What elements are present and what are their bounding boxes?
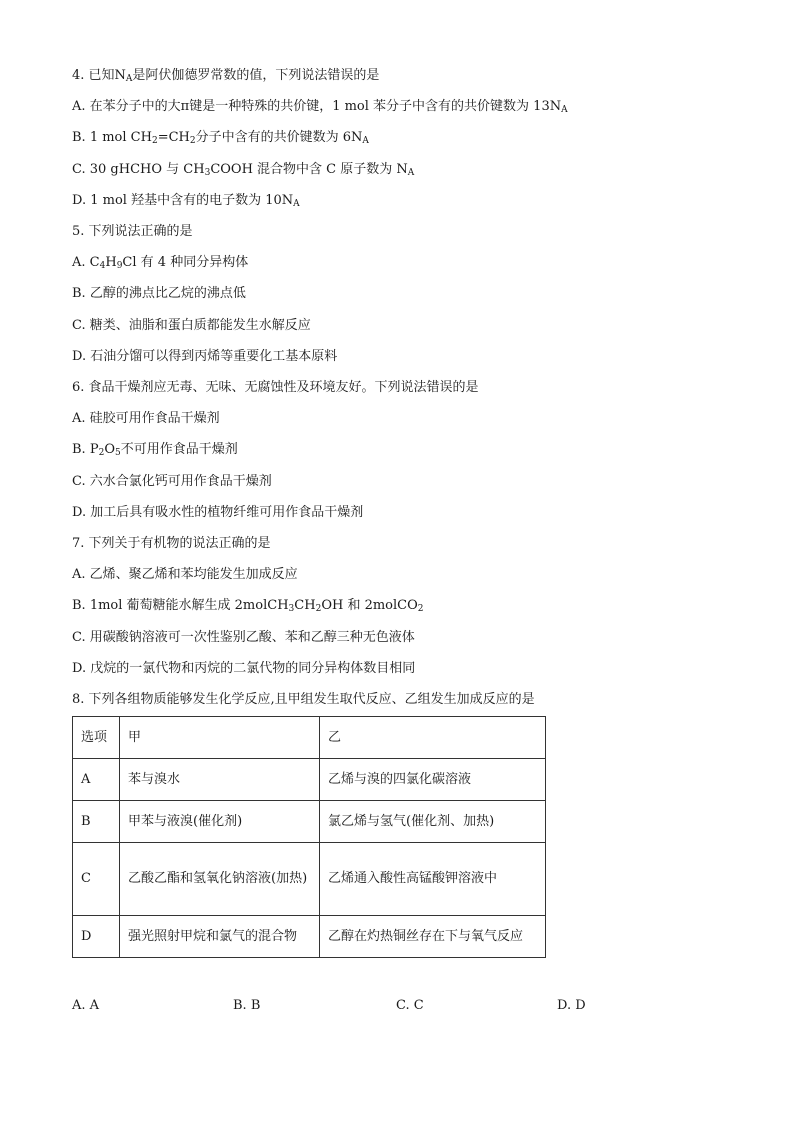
question-8-option-c: C. C (396, 998, 424, 1013)
question-5-option-a: A. $C_4H_9Cl$ 有 4 种同分异构体 (72, 255, 249, 271)
question-6-stem: 6. 食品干燥剂应无毒、无味、无腐蚀性及环境友好。下列说法错误的是 (72, 380, 479, 395)
question-8-option-b: B. B (233, 998, 261, 1013)
question-8-stem: 8. 下列各组物质能够发生化学反应,且甲组发生取代反应、乙组发生加成反应的是 (72, 692, 535, 707)
question-6-option-b: B. $P_2O_5$不可用作食品干燥剂 (72, 442, 238, 458)
question-5-option-d: D. 石油分馏可以得到丙烯等重要化工基本原料 (72, 349, 338, 364)
question-5-option-c: C. 糖类、油脂和蛋白质都能发生水解反应 (72, 318, 311, 333)
question-7-option-c: C. 用碳酸钠溶液可一次性鉴别乙酸、苯和乙醇三种无色液体 (72, 630, 415, 645)
table-header-cell: 甲 (120, 717, 320, 759)
question-4-stem: 4. 已知$N_A$是阿伏伽德罗常数的值，下列说法错误的是 (72, 68, 380, 84)
question-5-option-b: B. 乙醇的沸点比乙烷的沸点低 (72, 286, 246, 301)
question-4-option-a: A. 在苯分子中的大π键是一种特殊的共价键，1 mol 苯分子中含有的共价键数为 $13N_A$ (72, 99, 568, 115)
table-cell: 乙酸乙酯和氢氧化钠溶液(加热) (120, 843, 320, 916)
question-4-option-d: D. 1 mol 羟基中含有的电子数为 $10N_A$ (72, 193, 300, 209)
table-row (73, 916, 546, 958)
table-row (73, 843, 546, 916)
question-8-option-d: D. D (557, 998, 586, 1013)
question-6-option-a: A. 硅胶可用作食品干燥剂 (72, 411, 220, 426)
table-header-row (73, 717, 546, 759)
table-cell: 氯乙烯与氢气(催化剂、加热) (320, 801, 546, 843)
table-cell: B (73, 801, 120, 843)
table-cell: 强光照射甲烷和氯气的混合物 (120, 916, 320, 958)
question-4-option-c: C. 30 gHCHO 与 $CH_3COOH$ 混合物中含 C 原子数为 $N_A$ (72, 162, 415, 178)
question-6-option-d: D. 加工后具有吸水性的植物纤维可用作食品干燥剂 (72, 505, 364, 520)
table-cell: 乙烯通入酸性高锰酸钾溶液中 (320, 843, 546, 916)
table-cell: 乙烯与溴的四氯化碳溶液 (320, 759, 546, 801)
question-8-table (72, 716, 546, 958)
table-cell: 苯与溴水 (120, 759, 320, 801)
question-8-option-a: A. A (72, 998, 100, 1013)
table-header-cell: 选项 (73, 717, 120, 759)
table-cell: C (73, 843, 120, 916)
question-7-stem: 7. 下列关于有机物的说法正确的是 (72, 536, 271, 551)
question-7-option-b: B. 1mol 葡萄糖能水解生成 $2molCH_3CH_2OH$ 和 2molCO$_2$ (72, 598, 424, 614)
table-cell: D (73, 916, 120, 958)
table-cell: A (73, 759, 120, 801)
question-8-options (0, 998, 794, 1016)
table-header-cell: 乙 (320, 717, 546, 759)
question-6-option-c: C. 六水合氯化钙可用作食品干燥剂 (72, 474, 272, 489)
table-cell: 乙醇在灼热铜丝存在下与氧气反应 (320, 916, 546, 958)
question-4-option-b: B. 1 mol $CH_2=CH_2$分子中含有的共价键数为 $6N_A$ (72, 130, 369, 146)
question-7-option-a: A. 乙烯、聚乙烯和苯均能发生加成反应 (72, 567, 298, 582)
question-7-option-d: D. 戊烷的一氯代物和丙烷的二氯代物的同分异构体数目相同 (72, 661, 416, 676)
table-row (73, 759, 546, 801)
table-row (73, 801, 546, 843)
table-cell: 甲苯与液溴(催化剂) (120, 801, 320, 843)
question-5-stem: 5. 下列说法正确的是 (72, 224, 193, 239)
